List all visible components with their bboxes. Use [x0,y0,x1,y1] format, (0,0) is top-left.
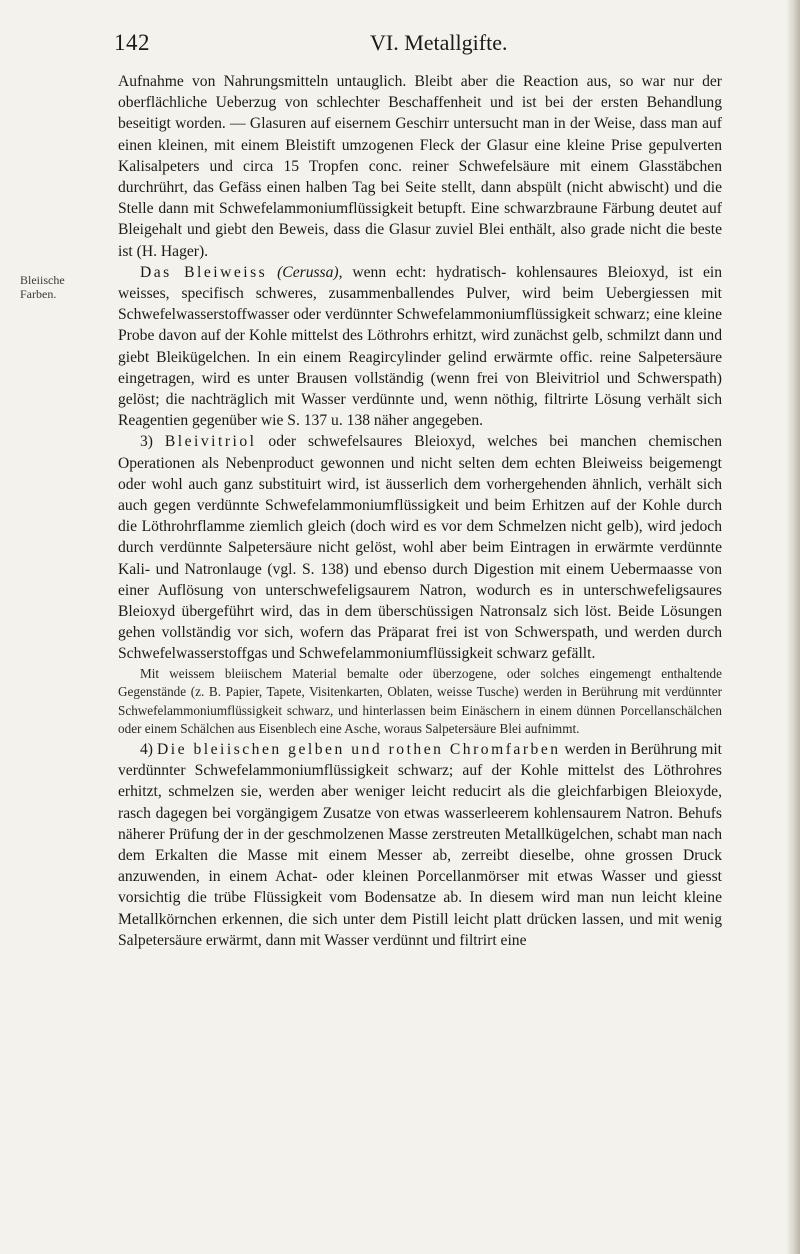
paragraph-chromfarben [118,739,722,951]
term-bleiweiss: Das Bleiweiss [140,263,268,281]
paragraph-bleiweiss [118,262,722,432]
page-header [108,30,708,58]
page-gutter-shadow [786,0,800,1254]
term-latin-cerussa: (Cerussa), [277,263,343,281]
margin-note [20,273,82,301]
paragraph-bleivitriol [118,431,722,664]
paragraph-text: oder schwefelsaures Bleioxyd, welches bei manchen chemischen Operationen als Nebenproduct gewonnen und nicht selten dem echten Bleiweiss beigemengt oder wohl auch ganz substituirt wird, ist äusserlich dem vorhergehenden ähnlich, verhält sich auch gegen verdünnte Schwefelammoniumflüssigkeit und beim Erhitzen auf der Kohle durch die Löthrohrflamme ziemlich gleich (doch wird es vor dem Schmelzen nicht gelb), wird jedoch durch verdünnte Salpetersäure nicht gelöst, wohl aber beim Eintragen in erwärmte verdünnte Kali- und Natronlauge (vgl. S. 138) und ebenso durch Digestion mit einem Uebermaasse von einer Auflösung von unterschwefeligsaurem Natron, wodurch es in unterschwefeligsaures Bleioxyd übergeführt wird, das in dem überschüssigen Natronsalz sich löst. Beide Lösungen gehen vollständig vor sich, wofern das Präparat frei ist von Schwerspath, und werden durch Schwefelwasserstoffgas und Schwefelammoniumflüssigkeit schwarz gefällt. [118,433,722,663]
body-text [118,71,722,951]
term-chromfarben: Die bleiischen gelben und rothen Chromfarben [156,741,561,759]
paragraph-glazes: Aufnahme von Nahrungsmitteln untauglich. Bleibt aber die Reaction aus, so war nur der oberflächliche Ueberzug von schlechter Beschaffenheit und ist bei der ersten Behandlung beseitigt worden. — Glasuren auf eisernem Geschirr untersucht man in der Weise, dass man auf einen kleinen, mit einem Bleistift umzogenen Fleck der Glasur eine kleine Prise gepulverten Kalisalpeters und circa 15 Tropfen conc. reiner Schwefelsäure mit einem Glasstäbchen durchrührt, das Gefäss einen halben Tag bei Seite stellt, dann abspült (nicht abwischt) und die Stelle dann mit Schwefelammoniumflüssigkeit betupft. Eine schwarzbraune Färbung deutet auf Bleigehalt und giebt den Beweis, dass die Glasur zuviel Blei enthält, also grade nicht die beste ist (H. Hager). [118,73,722,260]
page-number: 142 [114,30,150,55]
margin-note-line: Farben. [20,287,57,301]
paragraph-text: wenn echt: hydratisch- kohlensaures Bleioxyd, ist ein weisses, specifisch schweres, zusammenballendes Pulver, wird beim Uebergiessen mit Schwefelwasserstoffwasser oder verdünnter Schwefelammoniumflüssigkeit schwarz; eine kleine Probe davon auf der Kohle mittelst des Löthrohrs erhitzt, wird zunächst gelb, schmilzt dann und giebt Bleikügelchen. In ein einem Reagircylinder gelind erwärmte offic. reine Salpetersäure eingetragen, wird es unter Brausen vollständig (wenn frei von Bleivitriol und Schwerspath) gelöst; die nachträglich mit Wasser verdünnte und, wenn nöthig, filtrirte Lösung verhält sich Reagentien gegenüber wie S. 137 u. 138 näher angegeben. [118,263,722,430]
paragraph-small-print: Mit weissem bleiischem Material bemalte oder überzogene, oder solches eingemengt enthaltende Gegenstände (z. B. Papier, Tapete, Visitenkarten, Oblaten, weisse Tusche) werden in Berührung mit verdünnter Schwefelammoniumflüssigkeit schwarz, und hinterlassen beim Einäschern in einem dünnen Porcellanschälchen oder einem Schälchen aus Eisenblech eine Asche, woraus Salpetersäure Blei aufnimmt. [118,665,722,737]
item-number: 4) [140,741,153,759]
margin-note-line: Bleiische [20,273,65,287]
running-head: VI. Metallgifte. [370,30,508,55]
term-bleivitriol: Bleivitriol [164,433,257,451]
item-number: 3) [140,433,153,451]
paragraph-text: werden in Berührung mit verdünnter Schwefelammoniumflüssigkeit schwarz; auf der Kohle mittelst des Löthrohres erhitzt, schmelzen sie, werden aber weniger leicht reducirt als die gleichfarbigen Bleioxyde, rasch dagegen bei vorgängigem Zusatze von etwas wasserleerem kohlensaurem Natron. Behufs näherer Prüfung der in der geschmolzenen Masse zerstreuten Metallkügelchen, schabt man nach dem Erkalten die Masse mit einem Messer ab, zerreibt dieselbe, ohne grossen Druck anzuwenden, in einem Achat- oder kleinen Porcellanmörser mit etwas Wasser und giesst vorsichtig die trübe Flüssigkeit vom Bodensatze ab. In diesem wird man nun leicht kleine Metallkörnchen erkennen, die sich unter dem Pistill leicht platt drücken lassen, und mit wenig Salpetersäure erwärmt, dann mit Wasser verdünnt und filtrirt eine [118,741,722,949]
